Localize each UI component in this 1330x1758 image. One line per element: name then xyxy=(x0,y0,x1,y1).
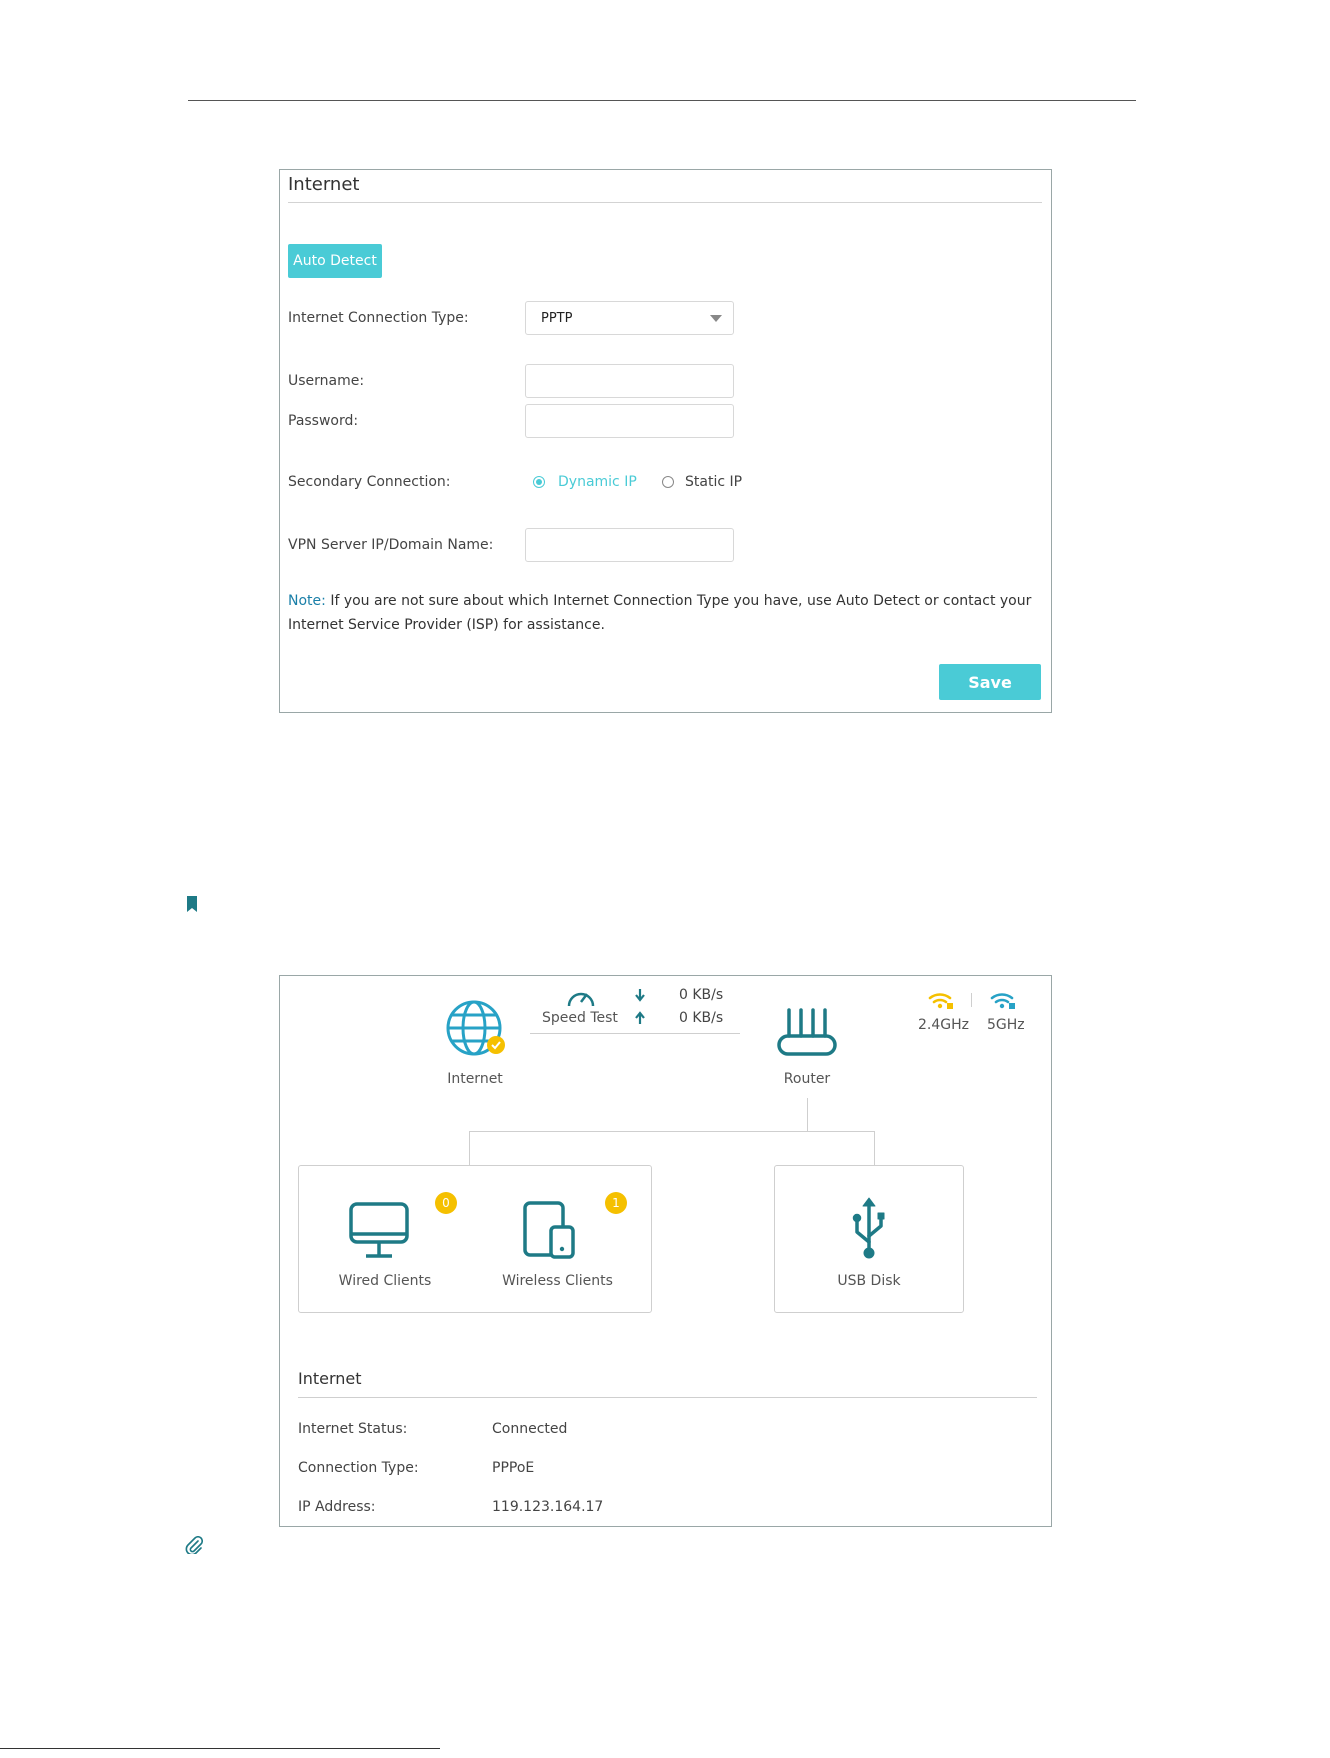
save-button[interactable]: Save xyxy=(939,664,1041,700)
radio-static-ip-label[interactable]: Static IP xyxy=(685,474,743,490)
monitor-icon[interactable] xyxy=(348,1201,410,1265)
radio-static-ip-control[interactable] xyxy=(662,476,674,488)
status-title: Internet xyxy=(298,1369,362,1388)
vpn-server-label: VPN Server IP/Domain Name: xyxy=(288,537,494,553)
globe-icon[interactable] xyxy=(444,998,510,1068)
status-value-connection-type: PPPoE xyxy=(492,1460,535,1476)
internet-settings-panel xyxy=(279,169,1052,713)
connection-type-label: Internet Connection Type: xyxy=(288,310,469,326)
status-label-internet-status: Internet Status: xyxy=(298,1421,408,1437)
speedometer-icon[interactable] xyxy=(566,984,596,1012)
upload-arrow-icon xyxy=(635,1010,645,1029)
footer-rule xyxy=(0,1748,440,1749)
band-5ghz-label: 5GHz xyxy=(987,1017,1025,1033)
radio-static-ip[interactable] xyxy=(662,476,674,488)
radio-dynamic-ip-control[interactable] xyxy=(533,476,545,488)
title-divider xyxy=(288,202,1042,203)
connection-type-select[interactable] xyxy=(525,301,734,335)
usb-icon[interactable] xyxy=(849,1196,889,1264)
status-value-internet-status: Connected xyxy=(492,1421,568,1437)
wifi-5ghz-icon[interactable] xyxy=(990,990,1016,1014)
username-input[interactable] xyxy=(525,364,734,398)
wireless-clients-label[interactable]: Wireless Clients xyxy=(502,1273,613,1289)
note-line-1: If you are not sure about which Internet Connection Type you have, use Auto Detect or contact your xyxy=(330,593,1032,609)
wired-clients-label[interactable]: Wired Clients xyxy=(338,1273,432,1289)
radio-dynamic-ip[interactable] xyxy=(533,476,545,488)
status-value-ip-address: 119.123.164.17 xyxy=(492,1499,604,1515)
router-connector-line xyxy=(807,1098,808,1131)
speed-test-label[interactable]: Speed Test xyxy=(542,1010,618,1026)
radio-dynamic-ip-label[interactable]: Dynamic IP xyxy=(558,474,637,490)
usb-disk-label[interactable]: USB Disk xyxy=(837,1273,901,1289)
upload-speed: 0 KB/s xyxy=(679,1010,724,1026)
branch-right-line xyxy=(874,1131,875,1165)
note-text xyxy=(288,589,1048,637)
bookmark-icon xyxy=(186,895,198,917)
branch-line xyxy=(469,1131,875,1132)
chevron-down-icon xyxy=(710,315,722,322)
band-divider xyxy=(971,993,972,1007)
internet-label: Internet xyxy=(447,1071,503,1087)
connection-type-value: PPTP xyxy=(541,311,573,326)
note-key: Note: xyxy=(288,593,326,609)
vpn-server-input[interactable] xyxy=(525,528,734,562)
paperclip-icon xyxy=(185,1536,203,1558)
password-input[interactable] xyxy=(525,404,734,438)
username-label: Username: xyxy=(288,373,365,389)
wired-count-badge: 0 xyxy=(435,1192,457,1214)
password-label: Password: xyxy=(288,413,359,429)
branch-left-line xyxy=(469,1131,470,1165)
auto-detect-button[interactable]: Auto Detect xyxy=(288,244,382,278)
wifi-24ghz-icon[interactable] xyxy=(928,990,954,1014)
status-divider xyxy=(298,1397,1037,1398)
router-label: Router xyxy=(783,1071,831,1087)
page-header-rule xyxy=(188,100,1136,101)
speed-test-underline xyxy=(530,1033,740,1034)
panel-title: Internet xyxy=(288,174,360,195)
note-line-2: Internet Service Provider (ISP) for assistance. xyxy=(288,617,605,633)
tablet-icon[interactable] xyxy=(522,1200,578,1264)
secondary-connection-label: Secondary Connection: xyxy=(288,474,451,490)
band-24ghz-label: 2.4GHz xyxy=(918,1017,969,1033)
download-arrow-icon xyxy=(635,987,645,1006)
status-label-connection-type: Connection Type: xyxy=(298,1460,419,1476)
download-speed: 0 KB/s xyxy=(679,987,724,1003)
network-map-panel xyxy=(279,975,1052,1527)
status-label-ip-address: IP Address: xyxy=(298,1499,376,1515)
wireless-count-badge: 1 xyxy=(605,1192,627,1214)
router-icon[interactable] xyxy=(775,1006,839,1062)
